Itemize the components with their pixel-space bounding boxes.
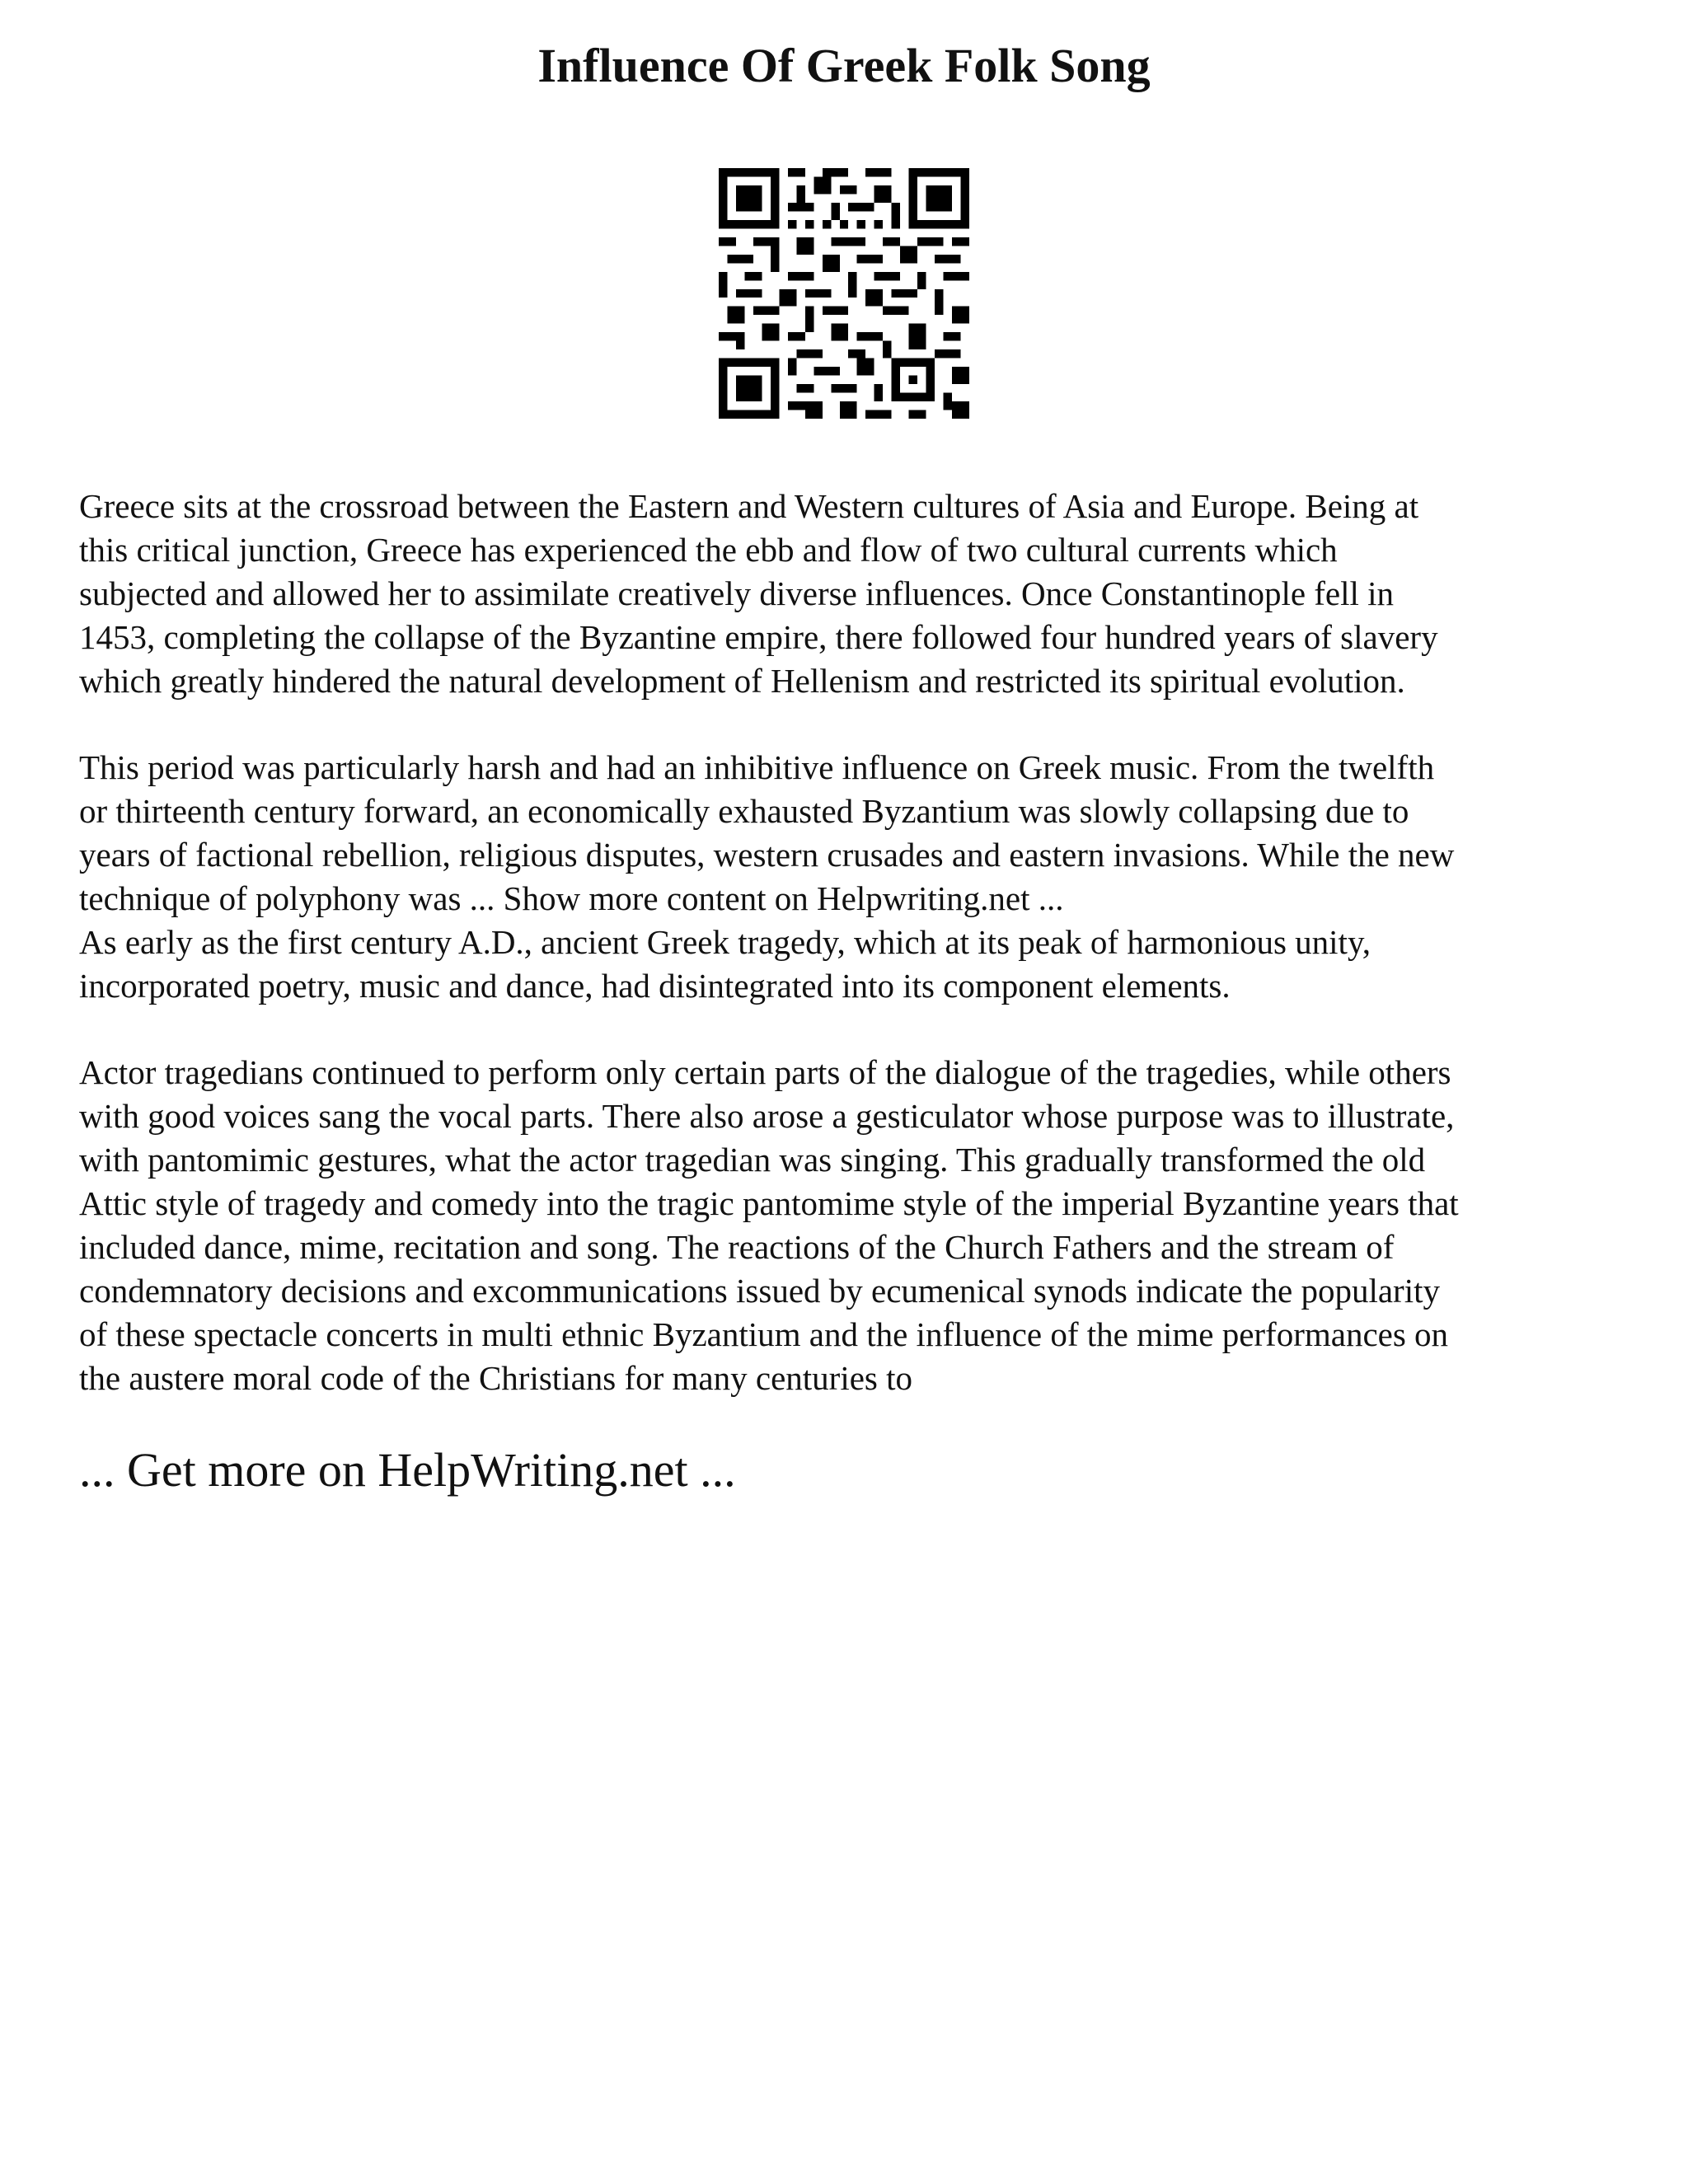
paragraph: As early as the first century A.D., ancient Greek tragedy, which at its peak of harmonious unity, incorporated poetry, music and dance, had disintegrated into its component elements. xyxy=(79,923,1372,1005)
paragraph: Actor tragedians continued to perform only certain parts of the dialogue of the tragedies, while others with good voices sang the vocal parts. There also arose a gesticulator whose purpose was to illustrate, with pantomimic gestures, what the actor tragedian was singing. This gradually transformed the old Attic style of tragedy and comedy into the tragic pantomime style of the imperial Byzantine years that included dance, mime, recitation and song. The reactions of the Church Fathers and the stream of condemnatory decisions and excommunications issued by ecumenical synods indicate the popularity of these spectacle concerts in multi ethnic Byzantium and the influence of the mime performances on the austere moral code of the Christians for many centuries to xyxy=(79,1053,1459,1397)
page-title: Influence Of Greek Folk Song xyxy=(537,39,1151,92)
get-more-link[interactable]: ... Get more on HelpWriting.net ... xyxy=(79,1443,736,1497)
qr-code xyxy=(719,168,969,419)
paragraph: This period was particularly harsh and had an inhibitive influence on Greek music. From the twelfth or thirteenth century forward, an economically exhausted Byzantium was slowly collapsing due to years of factional rebellion, religious disputes, western crusades and eastern invasions. While the new technique of polyphony was ... Show more content on Helpwriting.net ... xyxy=(79,748,1455,917)
paragraph: Greece sits at the crossroad between the Eastern and Western cultures of Asia and Europe. Being at this critical junction, Greece has experienced the ebb and flow of two cultural currents which subjected and allowed her to assimilate creatively diverse influences. Once Constantinople fell in 1453, completing the collapse of the Byzantine empire, there followed four hundred years of slavery which greatly hindered the natural development of Hellenism and restricted its spiritual evolution. xyxy=(79,487,1438,700)
article-body xyxy=(79,485,1629,1400)
